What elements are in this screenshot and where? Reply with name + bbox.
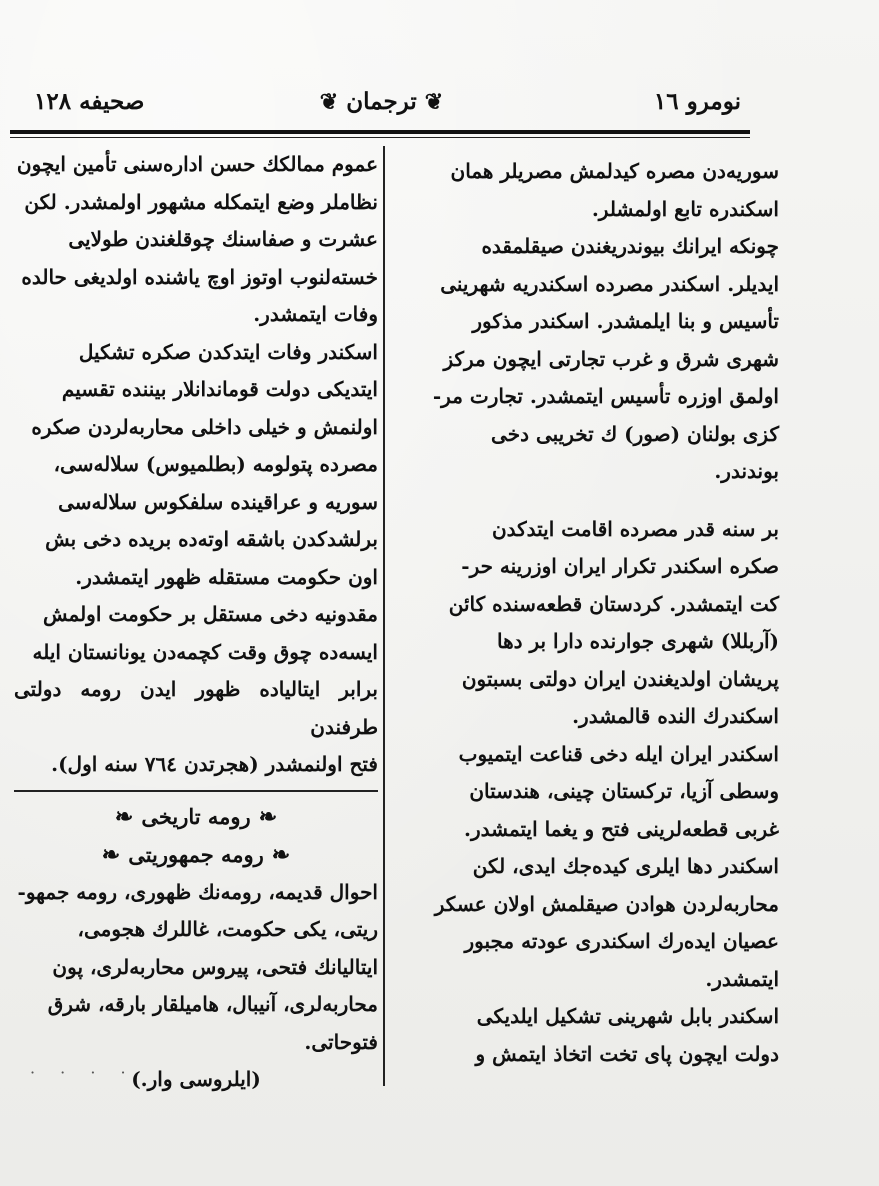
left-paragraph-3: مقدونیه دخی مستقل بر حکومت اولمش ایسه‌ده چوق وقت کچمه‌دن یونانستان ایله برابر ایتالیاده ظهور ایدن رومه دولتی طرفندن فتح اولنمشدر (هجرتدن ٧٦٤ سنه اول). xyxy=(14,602,378,776)
issue-number: نومرو ١٦ xyxy=(653,88,741,115)
heading-ornament-left-icon: ❧ xyxy=(114,803,134,830)
subheading-ornament-right-icon: ❧ xyxy=(271,841,291,868)
right-paragraph-3: بر سنه قدر مصرده اقامت ایتدکدن صکره اسکندر تکرار ایران اوزرینه حر- کت ایتمشدر. کردستان قطعه‌سنده کائن (آربللا) شهری جوارنده دارا بر دها پریشان اولدیغندن ایران دولتی بسبتون اسکندرك النده قالمشدر. xyxy=(448,516,779,728)
section-summary: احوال قدیمه، رومه‌نك ظهوری، رومه جمهو- ریتی، یکی حکومت، غاللرك هجومی، ایتالیانك فتحی، پیروس محاربه‌لری، پون محاربه‌لری، آنیبال، هامیلقار بارقه، شرق فتوحاتی. xyxy=(17,879,378,1054)
header-rule-thin xyxy=(10,137,750,138)
section-subheading xyxy=(14,836,378,874)
masthead-title-group xyxy=(320,84,443,120)
column-divider xyxy=(383,146,385,1086)
right-paragraph-2: چونکه ایرانك بیوندریغندن صیقلمقده ایدیلر. اسکندر مصرده اسکندریه شهرینی تأسیس و بنا ایلمشدر. اسکندر مذکور شهری شرق و غرب تجارتی ایچون مرکز اولمق اوزره تأسیس ایتمشدر. تجارت مر- کزی بولنان (صور) ك تخریبی دخی بوندندر. xyxy=(432,234,779,483)
ornament-left-icon: ❦ xyxy=(319,89,339,115)
heading-ornament-right-icon: ❧ xyxy=(258,803,278,830)
subheading-ornament-left-icon: ❧ xyxy=(101,841,121,868)
header-rule xyxy=(10,130,750,134)
continued-note: (ایلروسی وار.) xyxy=(131,1067,261,1091)
paragraph-gap xyxy=(407,491,779,511)
masthead-title: ترجمان xyxy=(346,88,417,115)
print-speckles: · · · · xyxy=(30,1063,136,1082)
right-paragraph-5: اسکندر بابل شهرینی تشکیل ایلدیکی دولت ایچون پای تخت اتخاذ ایتمش و xyxy=(475,1004,779,1066)
right-paragraph-1: سوریه‌دن مصره کیدلمش مصریلر همان اسکندره تابع اولمشلر. xyxy=(450,159,779,221)
left-paragraph-1: عموم ممالکك حسن اداره‌سنی تأمین ایچون نظاملر وضع ایتمکله مشهور اولمشدر. لکن عشرت و صفاسنك چوقلغندن طولایی خسته‌لنوب اوتوز اوچ یاشنده اولدیغی حالده وفات ایتمشدر. xyxy=(16,152,378,326)
left-paragraph-2: اسکندر وفات ایتدکدن صکره تشکیل ایتدیکی دولت قوماندانلار بیننده تقسیم اولنمش و خیلی داخلی محاربه‌لردن صکره مصرده پتولومه (بطلمیوس) سلاله‌سی، سوریه و عراقینده سلفکوس سلاله‌سی برلشدکدن باشقه اوته‌ده بریده دخی بش اون حکومت مستقله ظهور ایتمشدر. xyxy=(31,339,378,589)
left-column xyxy=(14,146,378,1099)
section-heading-text: رومه تاریخی xyxy=(141,803,251,829)
right-column xyxy=(407,153,779,1073)
section-heading xyxy=(14,798,378,836)
ornament-right-icon: ❦ xyxy=(424,89,444,115)
right-paragraph-4: اسکندر ایران ایله دخی قناعت ایتمیوب وسطی آزیا، ترکستان چینی، هندستان غربی قطعه‌لرینی فتح و یغما ایتمشدر. اسکندر دها ایلری کیده‌جك ایدی، لکن محاربه‌لردن هوادن صیقلمش اولان عسکر عصیان ایده‌رك اسکندری عودته مجبور ایتمشدر. xyxy=(434,741,779,991)
section-rule xyxy=(14,790,378,792)
page-number: صحيفه ١٢٨ xyxy=(34,88,145,115)
section-subheading-text: رومه جمهوریتی xyxy=(128,841,264,867)
page-header xyxy=(14,84,749,128)
